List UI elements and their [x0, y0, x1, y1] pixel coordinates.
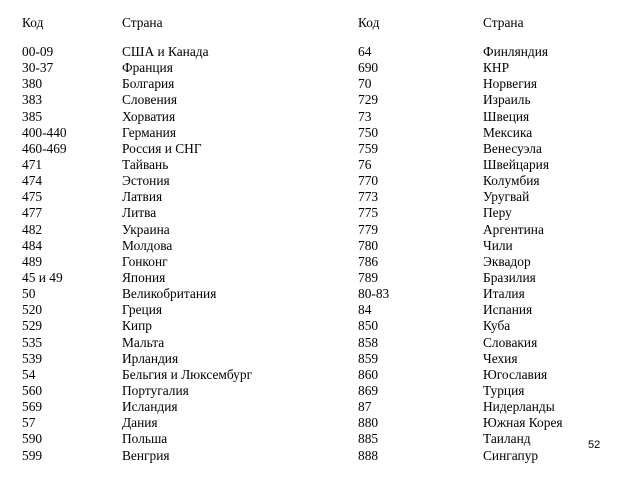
code-cell: 858	[358, 334, 379, 350]
code-cell: 380	[22, 76, 43, 92]
country-cell: Греция	[122, 302, 163, 318]
code-cell: 84	[358, 302, 372, 318]
country-cell: Бразилия	[483, 269, 536, 285]
code-cell: 786	[358, 253, 379, 269]
country-cell: Сингапур	[483, 447, 539, 463]
code-cell: 482	[22, 221, 43, 237]
code-cell: 759	[358, 140, 379, 156]
country-cell: Португалия	[122, 382, 189, 398]
code-cell: 888	[358, 447, 379, 463]
country-cell: Швеция	[483, 108, 530, 124]
country-cell: Молдова	[122, 237, 173, 253]
country-cell: Латвия	[122, 189, 163, 205]
country-cell: Югославия	[483, 366, 548, 382]
header-country-left: Страна	[122, 15, 163, 30]
country-cell: КНР	[483, 60, 510, 76]
code-cell: 529	[22, 318, 43, 334]
country-cell: Германия	[122, 124, 176, 140]
code-cell: 773	[358, 189, 379, 205]
code-cell: 860	[358, 366, 379, 382]
code-cell: 750	[358, 124, 379, 140]
code-cell: 64	[358, 44, 372, 59]
code-cell: 477	[22, 205, 43, 221]
country-cell: Украина	[122, 221, 170, 237]
code-cell: 460-469	[22, 140, 67, 156]
left-countries-column	[122, 44, 252, 464]
code-cell: 780	[358, 237, 379, 253]
code-cell: 30-37	[22, 60, 54, 76]
code-cell: 770	[358, 173, 379, 189]
country-cell: Россия и СНГ	[122, 140, 202, 156]
country-cell: Нидерланды	[483, 399, 555, 415]
country-cell: Словакия	[483, 334, 538, 350]
right-codes-column	[358, 44, 389, 464]
country-cell: Эквадор	[483, 253, 531, 269]
code-cell: 475	[22, 189, 43, 205]
code-cell: 73	[358, 108, 372, 124]
country-cell: Дания	[122, 415, 158, 431]
country-cell: Япония	[122, 269, 166, 285]
left-codes-column	[22, 44, 67, 464]
page-number: 52	[588, 439, 601, 451]
country-cell: Испания	[483, 302, 533, 318]
code-cell: 45 и 49	[22, 269, 63, 285]
code-cell: 76	[358, 156, 372, 172]
country-cell: Ирландия	[122, 350, 179, 366]
country-cell: Израиль	[483, 92, 531, 108]
country-cell: Тайвань	[122, 156, 169, 172]
code-cell: 880	[358, 415, 379, 431]
country-cell: Перу	[483, 205, 512, 221]
code-cell: 539	[22, 350, 43, 366]
country-cell: Аргентина	[483, 221, 544, 237]
code-cell: 54	[22, 366, 36, 382]
country-cell: Уругвай	[483, 189, 530, 205]
code-cell: 560	[22, 382, 43, 398]
country-cell: Южная Корея	[483, 415, 563, 431]
code-cell: 690	[358, 60, 379, 76]
country-cell: Италия	[483, 286, 525, 302]
country-cell: Турция	[483, 382, 525, 398]
country-cell: Великобритания	[122, 286, 217, 302]
country-cell: Таиланд	[483, 431, 531, 447]
country-cell: Эстония	[122, 173, 170, 189]
code-cell: 520	[22, 302, 43, 318]
country-cell: Чехия	[483, 350, 518, 366]
code-cell: 50	[22, 286, 36, 302]
country-cell: Венесуэла	[483, 140, 542, 156]
code-cell: 869	[358, 382, 379, 398]
code-cell: 775	[358, 205, 379, 221]
code-cell: 400-440	[22, 124, 67, 140]
code-cell: 729	[358, 92, 379, 108]
code-cell: 599	[22, 447, 43, 463]
country-cell: Куба	[483, 318, 511, 334]
country-cell: Исландия	[122, 399, 178, 415]
code-cell: 535	[22, 334, 43, 350]
header-country-right: Страна	[483, 15, 524, 30]
code-cell: 87	[358, 399, 372, 415]
code-cell: 471	[22, 156, 43, 172]
right-countries-column	[483, 44, 563, 464]
code-cell: 590	[22, 431, 43, 447]
country-cell: Франция	[122, 60, 173, 76]
code-cell: 385	[22, 108, 43, 124]
code-cell: 484	[22, 237, 43, 253]
code-cell: 569	[22, 399, 43, 415]
code-cell: 779	[358, 221, 379, 237]
country-cell: Мальта	[122, 334, 165, 350]
code-cell: 789	[358, 269, 379, 285]
country-cell: Словения	[122, 92, 177, 108]
code-cell: 80-83	[358, 286, 390, 302]
country-cell: Финляндия	[483, 44, 549, 59]
code-cell: 383	[22, 92, 43, 108]
country-cell: Мексика	[483, 124, 533, 140]
country-cell: Норвегия	[483, 76, 538, 92]
country-cell: Болгария	[122, 76, 175, 92]
country-cell: Бельгия и Люксембург	[122, 366, 253, 382]
country-cell: Литва	[122, 205, 157, 221]
code-cell: 70	[358, 76, 372, 92]
header-code-left: Код	[22, 15, 44, 30]
code-cell: 859	[358, 350, 379, 366]
country-cell: Швейцария	[483, 156, 549, 172]
country-cell: Гонконг	[122, 253, 168, 269]
code-cell: 850	[358, 318, 379, 334]
header-code-right: Код	[358, 15, 380, 30]
country-cell: Кипр	[122, 318, 152, 334]
country-cell: Хорватия	[122, 108, 176, 124]
country-cell: Польша	[122, 431, 168, 447]
country-cell: США и Канада	[122, 44, 209, 59]
country-cell: Чили	[483, 237, 513, 253]
country-cell: Венгрия	[122, 447, 170, 463]
code-cell: 489	[22, 253, 43, 269]
code-cell: 57	[22, 415, 36, 431]
code-cell: 885	[358, 431, 379, 447]
code-cell: 474	[22, 173, 43, 189]
code-cell: 00-09	[22, 44, 54, 59]
country-cell: Колумбия	[483, 173, 540, 189]
